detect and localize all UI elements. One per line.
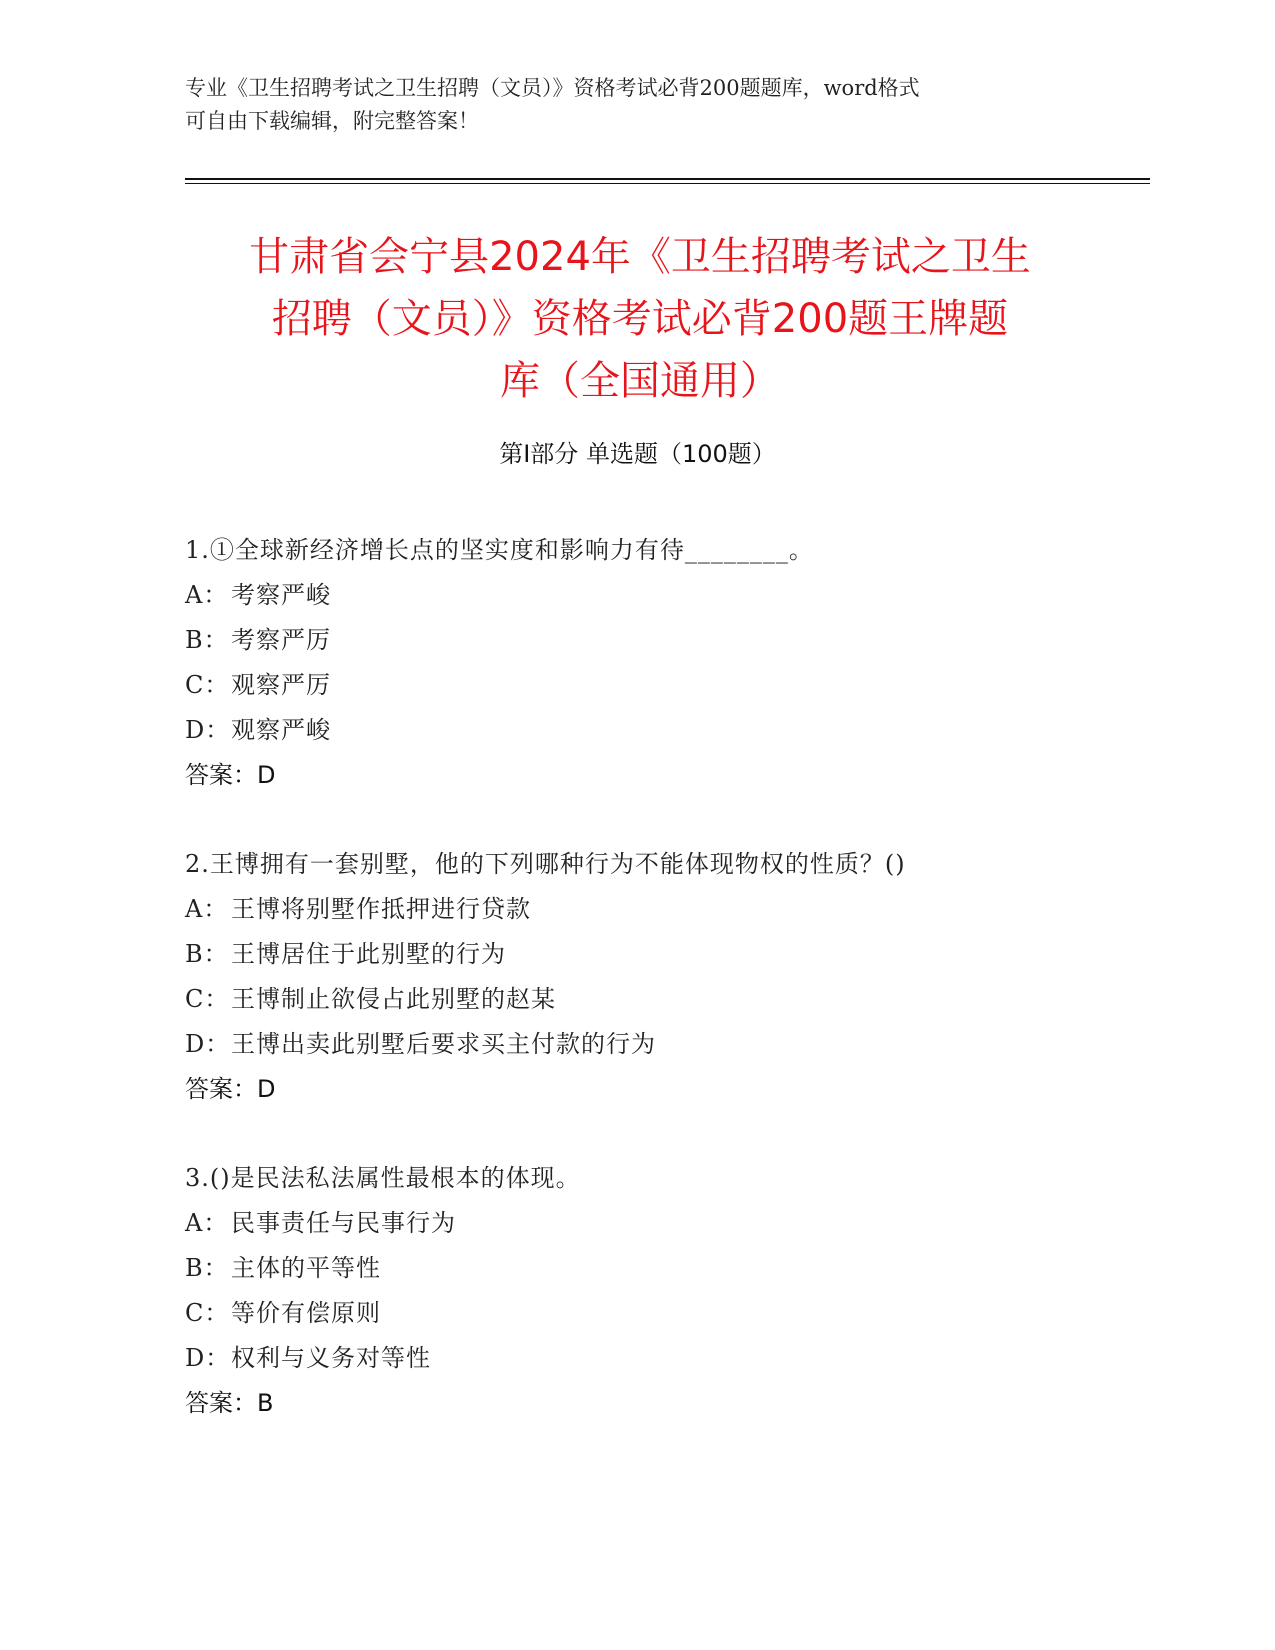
option-letter: B： — [185, 626, 229, 654]
header-rule-thick — [185, 178, 1150, 180]
option-letter: A： — [185, 581, 229, 609]
option-text: 民事责任与民事行为 — [231, 1209, 456, 1237]
document-title — [175, 226, 1105, 412]
header-rule-thin — [185, 183, 1150, 184]
answer: 答案：B — [185, 1389, 274, 1417]
answer: 答案：D — [185, 1075, 276, 1103]
header-note-line-1: 专业《卫生招聘考试之卫生招聘（文员）》资格考试必背200题题库，word格式 — [185, 76, 920, 100]
option-b — [185, 932, 1135, 977]
option-letter: C： — [185, 985, 230, 1013]
option-text: 王博出卖此别墅后要求买主付款的行为 — [231, 1030, 656, 1058]
question-stem: 1.①全球新经济增长点的坚实度和影响力有待________。 — [185, 536, 814, 564]
option-letter: D： — [185, 1344, 231, 1372]
option-letter: D： — [185, 1030, 231, 1058]
header-note — [185, 72, 1085, 138]
option-letter: A： — [185, 895, 229, 923]
option-a — [185, 573, 1135, 618]
option-text: 等价有偿原则 — [231, 1299, 381, 1327]
option-b — [185, 618, 1135, 663]
question-1 — [185, 528, 1135, 798]
option-a — [185, 887, 1135, 932]
question-list — [185, 528, 1135, 1470]
option-letter: B： — [185, 940, 229, 968]
header-note-line-2: 可自由下载编辑，附完整答案！ — [185, 109, 479, 133]
option-d — [185, 708, 1135, 753]
question-stem: 3.()是民法私法属性最根本的体现。 — [185, 1164, 581, 1192]
answer: 答案：D — [185, 761, 276, 789]
option-letter: B： — [185, 1254, 229, 1282]
option-text: 王博居住于此别墅的行为 — [231, 940, 506, 968]
document-title-line-3: 库（全国通用） — [500, 358, 780, 404]
option-text: 观察严峻 — [231, 716, 331, 744]
option-text: 王博制止欲侵占此别墅的赵某 — [231, 985, 556, 1013]
question-2 — [185, 842, 1135, 1112]
option-text: 考察严厉 — [231, 626, 331, 654]
option-letter: D： — [185, 716, 231, 744]
option-letter: C： — [185, 671, 230, 699]
question-3 — [185, 1156, 1135, 1426]
document-title-line-2: 招聘（文员）》资格考试必背200题王牌题 — [271, 296, 1009, 342]
option-letter: A： — [185, 1209, 229, 1237]
option-c — [185, 977, 1135, 1022]
option-d — [185, 1336, 1135, 1381]
option-a — [185, 1201, 1135, 1246]
option-c — [185, 663, 1135, 708]
option-text: 观察严厉 — [231, 671, 331, 699]
option-b — [185, 1246, 1135, 1291]
option-d — [185, 1022, 1135, 1067]
option-text: 权利与义务对等性 — [231, 1344, 431, 1372]
document-title-line-1: 甘肃省会宁县2024年《卫生招聘考试之卫生 — [249, 234, 1031, 280]
question-stem: 2.王博拥有一套别墅，他的下列哪种行为不能体现物权的性质？() — [185, 850, 906, 878]
option-text: 主体的平等性 — [231, 1254, 381, 1282]
option-text: 王博将别墅作抵押进行贷款 — [231, 895, 531, 923]
option-letter: C： — [185, 1299, 230, 1327]
option-text: 考察严峻 — [231, 581, 331, 609]
option-c — [185, 1291, 1135, 1336]
section-title: 第Ⅰ部分 单选题（100题） — [499, 440, 776, 468]
